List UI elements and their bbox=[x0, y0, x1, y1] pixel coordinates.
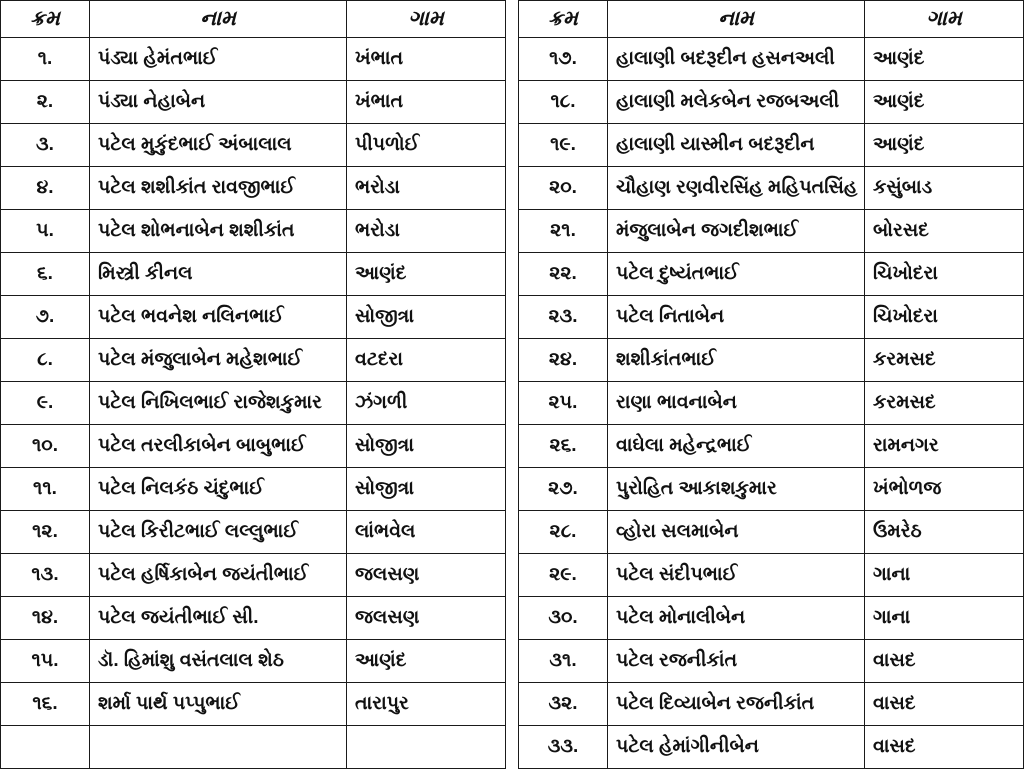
table-row bbox=[1, 726, 506, 769]
cell-name: પટેલ રજનીકાંત bbox=[608, 640, 865, 683]
cell-sr: ૧૬. bbox=[1, 683, 90, 726]
cell-village: સોજીત્રા bbox=[347, 296, 506, 339]
table-row bbox=[1, 339, 506, 382]
names-table-left bbox=[0, 0, 506, 769]
cell-village: કરમસદ bbox=[865, 339, 1024, 382]
cell-name: હાલાણી બદરૂદીન હસનઅલી bbox=[608, 38, 865, 81]
cell-village: રામનગર bbox=[865, 425, 1024, 468]
cell-village: લાંભવેલ bbox=[347, 511, 506, 554]
cell-sr: ૧૯. bbox=[519, 124, 608, 167]
cell-village: પીપળોઈ bbox=[347, 124, 506, 167]
cell-sr: ૩૦. bbox=[519, 597, 608, 640]
table-row bbox=[519, 38, 1024, 81]
cell-village: કસુંબાડ bbox=[865, 167, 1024, 210]
cell-sr: ૧૭. bbox=[519, 38, 608, 81]
cell-village: આણંદ bbox=[865, 38, 1024, 81]
cell-sr: ૨૫. bbox=[519, 382, 608, 425]
left-table-container bbox=[0, 0, 512, 762]
cell-sr: ૧૮. bbox=[519, 81, 608, 124]
table-row bbox=[519, 511, 1024, 554]
cell-sr: ૪. bbox=[1, 167, 90, 210]
table-body-right bbox=[519, 38, 1024, 769]
column-header-village: ગામ bbox=[347, 1, 506, 38]
cell-name: પટેલ ભવનેશ નલિનભાઈ bbox=[90, 296, 347, 339]
table-row bbox=[519, 339, 1024, 382]
cell-name: પટેલ નિખિલભાઈ રાજેશકુમાર bbox=[90, 382, 347, 425]
cell-sr: ૩૨. bbox=[519, 683, 608, 726]
cell-sr bbox=[1, 726, 90, 769]
cell-name: પટેલ તરલીકાબેન બાબુભાઈ bbox=[90, 425, 347, 468]
cell-sr: ૫. bbox=[1, 210, 90, 253]
table-row bbox=[1, 511, 506, 554]
cell-village: ગાના bbox=[865, 597, 1024, 640]
table-row bbox=[1, 425, 506, 468]
cell-name: પટેલ દિવ્યાબેન રજનીકાંત bbox=[608, 683, 865, 726]
cell-name: રાણા ભાવનાબેન bbox=[608, 382, 865, 425]
cell-name: પટેલ શશીકાંત રાવજીભાઈ bbox=[90, 167, 347, 210]
table-row bbox=[1, 38, 506, 81]
table-row bbox=[1, 640, 506, 683]
cell-name: મિસ્ત્રી કીનલ bbox=[90, 253, 347, 296]
cell-name: વ્હોરા સલમાબેન bbox=[608, 511, 865, 554]
cell-village: ગાના bbox=[865, 554, 1024, 597]
cell-village: ભરોડા bbox=[347, 167, 506, 210]
cell-village: વાસદ bbox=[865, 683, 1024, 726]
table-row bbox=[1, 683, 506, 726]
cell-name: પટેલ દુષ્યંતભાઈ bbox=[608, 253, 865, 296]
cell-name: ચૌહાણ રણવીરસિંહ મહિપતસિંહ bbox=[608, 167, 865, 210]
cell-village bbox=[347, 726, 506, 769]
table-row bbox=[1, 253, 506, 296]
cell-village: જલસણ bbox=[347, 597, 506, 640]
cell-name: શર્મા પાર્થ પપ્પુભાઈ bbox=[90, 683, 347, 726]
table-row bbox=[519, 468, 1024, 511]
cell-village: આણંદ bbox=[865, 124, 1024, 167]
cell-name bbox=[90, 726, 347, 769]
table-row bbox=[1, 296, 506, 339]
cell-sr: ૨૬. bbox=[519, 425, 608, 468]
table-row bbox=[1, 81, 506, 124]
table-row bbox=[1, 468, 506, 511]
cell-sr: ૭. bbox=[1, 296, 90, 339]
cell-sr: ૨૩. bbox=[519, 296, 608, 339]
cell-name: હાલાણી યાસ્મીન બદરૂદીન bbox=[608, 124, 865, 167]
cell-village: વાસદ bbox=[865, 726, 1024, 769]
table-row bbox=[1, 167, 506, 210]
cell-village: વાસદ bbox=[865, 640, 1024, 683]
cell-sr: ૧૫. bbox=[1, 640, 90, 683]
cell-sr: ૨૧. bbox=[519, 210, 608, 253]
table-row bbox=[1, 210, 506, 253]
cell-village: ચિખોદરા bbox=[865, 296, 1024, 339]
cell-village: ખંભાત bbox=[347, 81, 506, 124]
cell-name: વાઘેલા મહેન્દ્રભાઈ bbox=[608, 425, 865, 468]
column-header-sr: ક્રમ bbox=[1, 1, 90, 38]
table-header-left bbox=[1, 1, 506, 38]
cell-name: પટેલ જયંતીભાઈ સી. bbox=[90, 597, 347, 640]
cell-sr: ૨૦. bbox=[519, 167, 608, 210]
cell-village: ચિખોદરા bbox=[865, 253, 1024, 296]
names-table-right bbox=[518, 0, 1024, 769]
cell-name: પુરોહિત આકાશકુમાર bbox=[608, 468, 865, 511]
cell-village: આણંદ bbox=[865, 81, 1024, 124]
cell-name: હાલાણી મલેકબેન રજબઅલી bbox=[608, 81, 865, 124]
table-row bbox=[519, 597, 1024, 640]
table-row bbox=[519, 124, 1024, 167]
table-row bbox=[519, 382, 1024, 425]
header-row bbox=[1, 1, 506, 38]
cell-name: પંડ્યા હેમંતભાઈ bbox=[90, 38, 347, 81]
cell-village: ખંભાત bbox=[347, 38, 506, 81]
cell-name: પટેલ હેમાંગીનીબેન bbox=[608, 726, 865, 769]
table-row bbox=[519, 210, 1024, 253]
table-row bbox=[519, 683, 1024, 726]
table-row bbox=[519, 425, 1024, 468]
table-row bbox=[519, 167, 1024, 210]
column-header-village: ગામ bbox=[865, 1, 1024, 38]
cell-name: પટેલ મંજુલાબેન મહેશભાઈ bbox=[90, 339, 347, 382]
cell-sr: ૧૪. bbox=[1, 597, 90, 640]
cell-name: પટેલ નિતાબેન bbox=[608, 296, 865, 339]
cell-sr: ૨૯. bbox=[519, 554, 608, 597]
cell-sr: ૬. bbox=[1, 253, 90, 296]
table-row bbox=[519, 296, 1024, 339]
column-header-name: નામ bbox=[90, 1, 347, 38]
cell-village: સોજીત્રા bbox=[347, 468, 506, 511]
cell-sr: ૮. bbox=[1, 339, 90, 382]
table-row bbox=[1, 554, 506, 597]
cell-village: આણંદ bbox=[347, 253, 506, 296]
column-header-name: નામ bbox=[608, 1, 865, 38]
cell-name: પટેલ સંદીપભાઈ bbox=[608, 554, 865, 597]
cell-sr: ૯. bbox=[1, 382, 90, 425]
table-row bbox=[519, 640, 1024, 683]
table-row bbox=[519, 253, 1024, 296]
cell-name: પટેલ શોભનાબેન શશીકાંત bbox=[90, 210, 347, 253]
cell-sr: ૧. bbox=[1, 38, 90, 81]
cell-sr: ૧૦. bbox=[1, 425, 90, 468]
cell-village: ખંભોળજ bbox=[865, 468, 1024, 511]
cell-name: પટેલ કિરીટભાઈ લલ્લુભાઈ bbox=[90, 511, 347, 554]
cell-name: પટેલ મુકુંદભાઈ અંબાલાલ bbox=[90, 124, 347, 167]
cell-name: પંડ્યા નેહાબેન bbox=[90, 81, 347, 124]
table-header-right bbox=[519, 1, 1024, 38]
cell-name: શશીકાંતભાઈ bbox=[608, 339, 865, 382]
cell-sr: ૧૧. bbox=[1, 468, 90, 511]
cell-sr: ૧૩. bbox=[1, 554, 90, 597]
cell-village: ઝંગળી bbox=[347, 382, 506, 425]
table-body-left bbox=[1, 38, 506, 769]
table-row bbox=[1, 124, 506, 167]
cell-village: કરમસદ bbox=[865, 382, 1024, 425]
cell-village: બોરસદ bbox=[865, 210, 1024, 253]
cell-sr: ૨. bbox=[1, 81, 90, 124]
header-row bbox=[519, 1, 1024, 38]
cell-sr: ૨૮. bbox=[519, 511, 608, 554]
cell-name: ડૉ. હિમાંશુ વસંતલાલ શેઠ bbox=[90, 640, 347, 683]
cell-sr: ૩૩. bbox=[519, 726, 608, 769]
cell-sr: ૨૪. bbox=[519, 339, 608, 382]
cell-sr: ૩. bbox=[1, 124, 90, 167]
table-row bbox=[519, 554, 1024, 597]
cell-village: તારાપુર bbox=[347, 683, 506, 726]
cell-name: પટેલ મોનાલીબેન bbox=[608, 597, 865, 640]
cell-name: પટેલ નિલકંઠ ચંદુભાઈ bbox=[90, 468, 347, 511]
cell-village: ઉમરેઠ bbox=[865, 511, 1024, 554]
cell-village: વટદરા bbox=[347, 339, 506, 382]
cell-sr: ૨૭. bbox=[519, 468, 608, 511]
cell-village: સોજીત્રા bbox=[347, 425, 506, 468]
column-header-sr: ક્રમ bbox=[519, 1, 608, 38]
table-row bbox=[1, 382, 506, 425]
cell-village: જલસણ bbox=[347, 554, 506, 597]
table-row bbox=[519, 726, 1024, 769]
cell-sr: ૩૧. bbox=[519, 640, 608, 683]
cell-sr: ૨૨. bbox=[519, 253, 608, 296]
cell-village: આણંદ bbox=[347, 640, 506, 683]
table-row bbox=[1, 597, 506, 640]
cell-name: મંજુલાબેન જગદીશભાઈ bbox=[608, 210, 865, 253]
cell-name: પટેલ હર્ષિકાબેન જયંતીભાઈ bbox=[90, 554, 347, 597]
cell-sr: ૧૨. bbox=[1, 511, 90, 554]
cell-village: ભરોડા bbox=[347, 210, 506, 253]
right-table-container bbox=[512, 0, 1024, 762]
table-row bbox=[519, 81, 1024, 124]
